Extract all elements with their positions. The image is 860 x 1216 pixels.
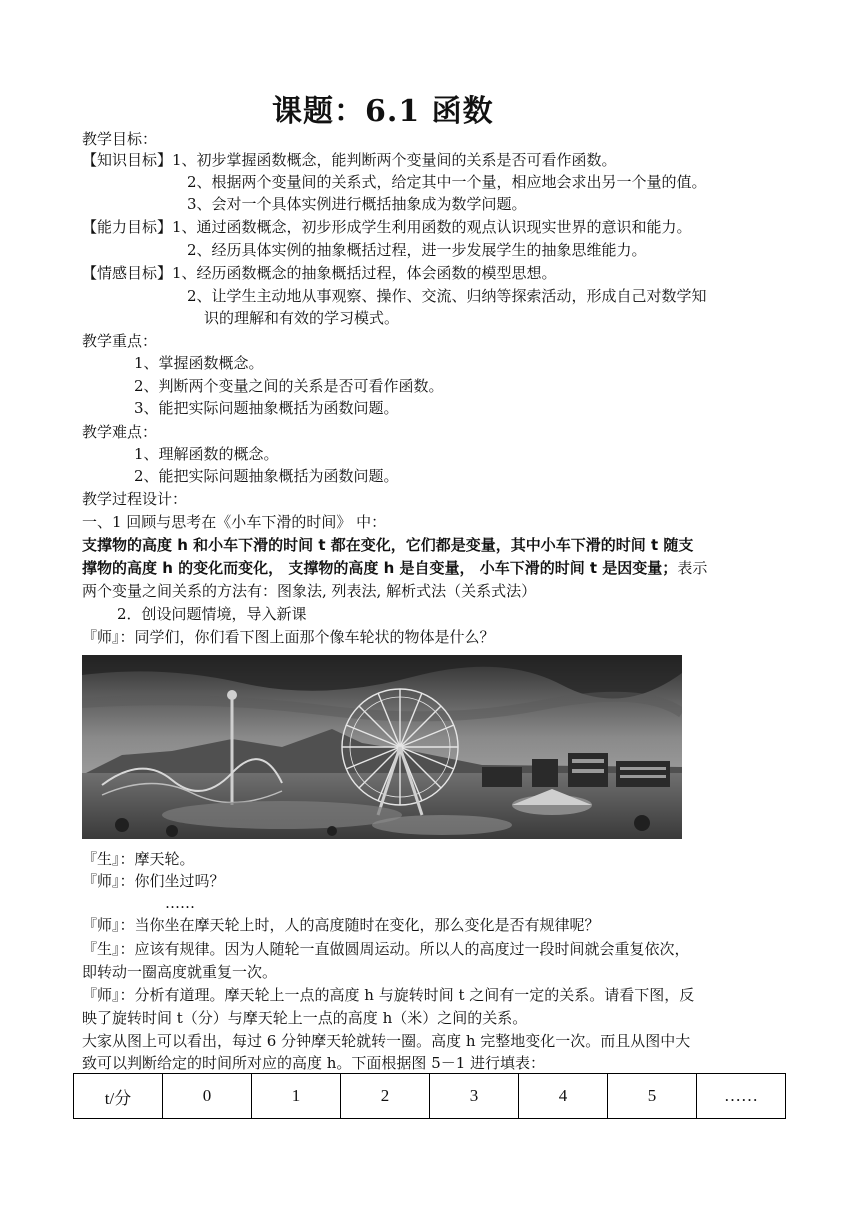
text-line: 致可以判断给定的时间所对应的高度 h。下面根据图 5－1 进行填表：	[82, 1054, 546, 1072]
text-line: 识的理解和有效的学习模式。	[204, 309, 400, 327]
text-line: 2、让学生主动地从事观察、操作、交流、归纳等探索活动，形成自己对数学知	[187, 287, 707, 305]
text-line: 『师』：分析有道理。摩天轮上一点的高度 h 与旋转时间 t 之间有一定的关系。请看下图，反	[82, 986, 695, 1004]
text-line: 『生』：应该有规律。因为人随轮一直做圆周运动。所以人的高度过一段时间就会重复依次，	[82, 940, 690, 958]
section-heading: 教学过程设计：	[82, 490, 188, 508]
text-line: 一、1 回顾与思考在《小车下滑的时间》 中：	[82, 513, 387, 531]
text-line: 【知识目标】1、初步掌握函数概念，能判断两个变量间的关系是否可看作函数。	[82, 151, 617, 169]
text-line: 『师』：同学们，你们看下图上面那个像车轮状的物体是什么？	[82, 628, 495, 646]
text-line: 映了旋转时间 t（分）与摩天轮上一点的高度 h（米）之间的关系。	[82, 1009, 528, 1027]
bold-text-line: 支撑物的高度 h 和小车下滑的时间 t 都在变化，它们都是变量，其中小车下滑的时间 t 随支	[82, 536, 694, 554]
text-line: 『生』：摩天轮。	[82, 850, 195, 868]
text-line: 大家从图上可以看出，每过 6 分钟摩天轮就转一圈。高度 h 完整地变化一次。而且从图中大	[82, 1032, 691, 1050]
text-line: 2、经历具体实例的抽象概括过程，进一步发展学生的抽象思维能力。	[187, 241, 647, 259]
text-line: 1、理解函数的概念。	[134, 445, 279, 463]
table-cell: 4	[519, 1074, 608, 1119]
ferris-wheel-photo	[82, 655, 682, 839]
table-cell: ……	[697, 1074, 786, 1119]
text-line: 3、能把实际问题抽象概括为函数问题。	[134, 399, 399, 417]
table-cell: 3	[430, 1074, 519, 1119]
table-cell: 0	[163, 1074, 252, 1119]
text-line: 两个变量之间关系的方法有：图象法, 列表法, 解析式法（关系式法）	[82, 582, 537, 600]
text-line: 【能力目标】1、通过函数概念，初步形成学生利用函数的观点认识现实世界的意识和能力。	[82, 218, 692, 236]
table-cell: t/分	[74, 1074, 163, 1119]
text-line: 即转动一圈高度就重复一次。	[82, 963, 278, 981]
time-height-table	[73, 1073, 786, 1119]
text-line: 1、掌握函数概念。	[134, 354, 264, 372]
text-line: 3、会对一个具体实例进行概括抽象成为数学问题。	[187, 195, 527, 213]
text-line: 【情感目标】1、经历函数概念的抽象概括过程，体会函数的模型思想。	[82, 264, 557, 282]
table-cell: 2	[341, 1074, 430, 1119]
bold-text-span: 撑物的高度 h 的变化而变化， 支撑物的高度 h 是自变量， 小车下滑的时间 t 是因变量；	[82, 559, 678, 577]
section-heading: 教学重点：	[82, 332, 158, 350]
text-line: 2．创设问题情境，导入新课	[117, 605, 307, 623]
text-line: 2、根据两个变量间的关系式，给定其中一个量，相应地会求出另一个量的值。	[187, 173, 707, 191]
table-row	[74, 1074, 786, 1119]
table-cell: 5	[608, 1074, 697, 1119]
ellipsis-line: ……	[165, 894, 195, 912]
section-heading: 教学难点：	[82, 423, 158, 441]
table-cell: 1	[252, 1074, 341, 1119]
mixed-text-line	[82, 558, 707, 579]
text-line: 2、判断两个变量之间的关系是否可看作函数。	[134, 377, 444, 395]
text-line: 教学目标：	[82, 130, 158, 148]
page-title: 课题：6.1 函数	[272, 94, 494, 129]
text-line: 2、能把实际问题抽象概括为函数问题。	[134, 467, 399, 485]
text-span: 表示	[677, 559, 708, 577]
text-line: 『师』：当你坐在摩天轮上时，人的高度随时在变化，那么变化是否有规律呢？	[82, 916, 600, 934]
text-line: 『师』：你们坐过吗？	[82, 872, 225, 890]
